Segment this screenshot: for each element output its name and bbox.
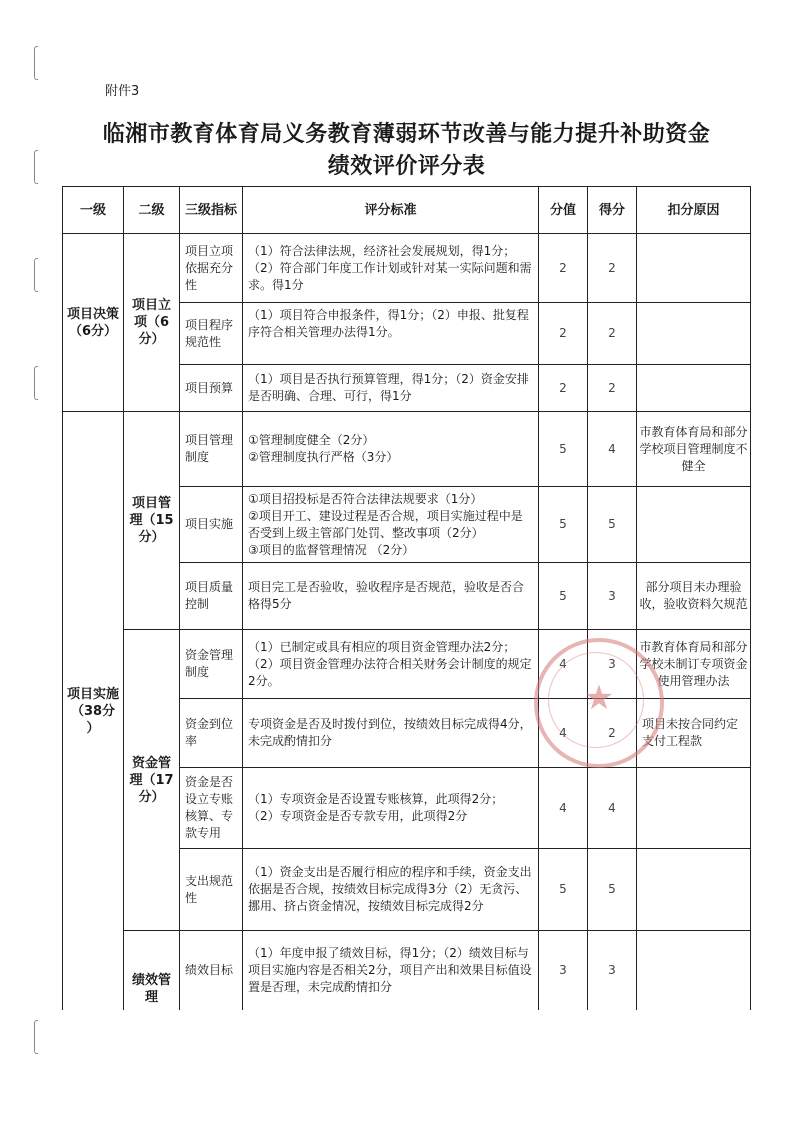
reason-cell — [636, 848, 751, 931]
header-criteria: 评分标准 — [242, 186, 539, 234]
got-cell: 2 — [587, 364, 637, 412]
binder-hole-mark — [34, 1020, 38, 1054]
level3-cell: 资金是否 设立专账 核算、专 款专用 — [179, 767, 243, 849]
score-cell: 5 — [538, 562, 588, 630]
score-cell: 5 — [538, 848, 588, 931]
score-cell: 4 — [538, 767, 588, 849]
score-cell: 4 — [538, 629, 588, 699]
criteria-cell: （1）符合法律法规，经济社会发展规划，得1分； （2）符合部门年度工作计划或针对某一实际问题和需求。得1分 — [242, 233, 539, 303]
reason-cell — [636, 233, 751, 303]
level2-cell: 资金管 理（17 分） — [123, 629, 180, 931]
score-cell: 5 — [538, 411, 588, 487]
reason-cell: 部分项目未办理验收，验收资料欠规范 — [636, 562, 751, 630]
binder-hole-mark — [34, 258, 38, 292]
criteria-cell: （1）已制定或具有相应的项目资金管理办法2分； （2）项目资金管理办法符合相关财务会计制度的规定2分。 — [242, 629, 539, 699]
got-cell: 2 — [587, 698, 637, 768]
level3-cell: 项目预算 — [179, 364, 243, 412]
criteria-cell: 专项资金是否及时拨付到位，按绩效目标完成得4分，未完成酌情扣分 — [242, 698, 539, 768]
level3-cell: 项目程序 规范性 — [179, 302, 243, 365]
header-score: 分值 — [538, 186, 588, 234]
level3-cell: 绩效目标 — [179, 930, 243, 1010]
criteria-cell: ①管理制度健全（2分） ②管理制度执行严格（3分） — [242, 411, 539, 487]
criteria-cell: （1）专项资金是否设置专账核算，此项得2分； （2）专项资金是否专款专用，此项得2分 — [242, 767, 539, 849]
level3-cell: 项目管理 制度 — [179, 411, 243, 487]
reason-cell: 市教育体育局和部分学校未制订专项资金使用管理办法 — [636, 629, 751, 699]
score-cell: 2 — [538, 233, 588, 303]
level3-cell: 项目立项 依据充分 性 — [179, 233, 243, 303]
level2-cell: 项目立 项（6 分） — [123, 233, 180, 412]
score-cell: 2 — [538, 302, 588, 365]
level3-cell: 项目实施 — [179, 486, 243, 563]
reason-cell — [636, 930, 751, 1010]
level3-cell: 项目质量 控制 — [179, 562, 243, 630]
level1-cell: 项目决策 （6分） — [62, 233, 124, 412]
got-cell: 4 — [587, 767, 637, 849]
star-icon: ★ — [583, 678, 615, 718]
level3-cell: 支出规范 性 — [179, 848, 243, 931]
header-level3: 三级指标 — [179, 186, 243, 234]
score-cell: 5 — [538, 486, 588, 563]
got-cell: 5 — [587, 486, 637, 563]
reason-cell — [636, 767, 751, 849]
attachment-label: 附件3 — [105, 84, 140, 99]
binder-hole-mark — [34, 150, 38, 184]
header-reason: 扣分原因 — [636, 186, 751, 234]
criteria-cell: （1）项目是否执行预算管理，得1分；（2）资金安排是否明确、合理、可行，得1分 — [242, 364, 539, 412]
level1-cell: 项目实施 （38分 ） — [62, 411, 124, 1010]
score-cell: 4 — [538, 698, 588, 768]
level2-cell: 项目管 理（15 分） — [123, 411, 180, 630]
reason-cell: 市教育体育局和部分学校项目管理制度不健全 — [636, 411, 751, 487]
reason-cell — [636, 486, 751, 563]
page-title-line1: 临湘市教育体育局义务教育薄弱环节改善与能力提升补助资金 — [102, 121, 711, 147]
score-cell: 3 — [538, 930, 588, 1010]
got-cell: 3 — [587, 629, 637, 699]
score-cell: 2 — [538, 364, 588, 412]
got-cell: 5 — [587, 848, 637, 931]
reason-cell — [636, 302, 751, 365]
criteria-cell: ①项目招投标是否符合法律法规要求（1分） ②项目开工、建设过程是否合规，项目实施过程中是否受到上级主管部门处罚、整改事项（2分） ③项目的监督管理情况 （2分） — [242, 486, 539, 563]
criteria-cell: （1）年度申报了绩效目标，得1分；（2）绩效目标与项目实施内容是否相关2分，项目产出和效果目标值设置是否理，未完成酌情扣分 — [242, 930, 539, 1010]
reason-cell — [636, 364, 751, 412]
criteria-cell: （1）资金支出是否履行相应的程序和手续，资金支出依据是否合规，按绩效目标完成得3分（2）无贪污、挪用、挤占资金情况，按绩效目标完成得2分 — [242, 848, 539, 931]
criteria-cell: 项目完工是否验收，验收程序是否规范，验收是否合格得5分 — [242, 562, 539, 630]
got-cell: 3 — [587, 930, 637, 1010]
got-cell: 2 — [587, 302, 637, 365]
header-level2: 二级 — [123, 186, 180, 234]
got-cell: 3 — [587, 562, 637, 630]
got-cell: 4 — [587, 411, 637, 487]
level3-cell: 资金管理 制度 — [179, 629, 243, 699]
level3-cell: 资金到位 率 — [179, 698, 243, 768]
binder-hole-mark — [34, 366, 38, 400]
got-cell: 2 — [587, 233, 637, 303]
reason-cell: 项目未按合同约定支付工程款 — [636, 698, 751, 768]
level2-cell: 绩效管 理 — [123, 930, 180, 1010]
header-level1: 一级 — [62, 186, 124, 234]
header-got: 得分 — [587, 186, 637, 234]
criteria-cell: （1）项目符合申报条件，得1分；（2）申报、批复程序符合相关管理办法得1分。 — [242, 302, 539, 365]
page-title-line2: 绩效评价评分表 — [327, 153, 486, 179]
binder-hole-mark — [34, 46, 38, 80]
scoring-table — [62, 186, 751, 1010]
